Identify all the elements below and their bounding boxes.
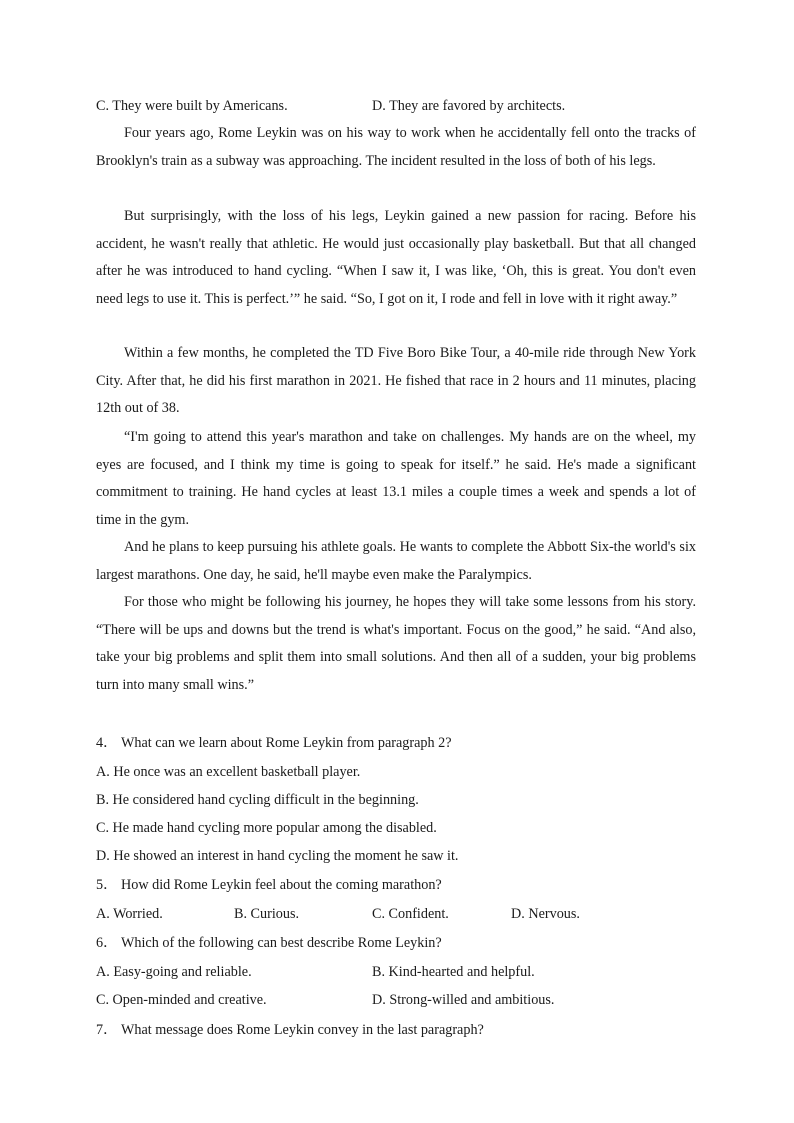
question-text: What can we learn about Rome Leykin from paragraph 2?	[121, 735, 452, 751]
question-5-option-c[interactable]: C. Confident.	[372, 906, 449, 922]
question-6-option-b[interactable]: B. Kind-hearted and helpful.	[372, 964, 535, 980]
question-6-option-d[interactable]: D. Strong-willed and ambitious.	[372, 992, 555, 1008]
question-5-option-b[interactable]: B. Curious.	[234, 906, 300, 922]
question-number: 4．	[96, 735, 118, 751]
question-4-option-d[interactable]: D. He showed an interest in hand cycling the moment he saw it.	[96, 848, 459, 864]
passage-paragraph-4: “I'm going to attend this year's marathon and take on challenges. My hands are on the wheel, my eyes are focused, and I think my time is going to speak for itself.” he said. He's made a significant commitment to training. He hand cycles at least 13.1 miles a couple times a week and spends a lot of time in the gym.	[96, 429, 696, 528]
passage-paragraph-2: But surprisingly, with the loss of his legs, Leykin gained a new passion for racing. Before his accident, he wasn't really that athletic. He would just occasionally play basketball. But that all changed after he was introduced to hand cycling. “When I saw it, I was like, ‘Oh, this is great. You don't even need legs to use it. This is perfect.’” he said. “So, I got on it, I rode and fell in love with it right away.”	[96, 208, 696, 307]
question-6-option-a[interactable]: A. Easy-going and reliable.	[96, 964, 252, 980]
question-5-option-d[interactable]: D. Nervous.	[511, 906, 580, 922]
question-4-option-a[interactable]: A. He once was an excellent basketball player.	[96, 764, 361, 780]
question-6-stem	[96, 935, 442, 951]
passage-paragraph-6: For those who might be following his journey, he hopes they will take some lessons from his story. “There will be ups and downs but the trend is what's important. Focus on the good,” he said. “And also, take your big problems and split them into small solutions. And then all of a sudden, your big problems turn into many small wins.”	[96, 594, 696, 693]
question-text: Which of the following can best describe Rome Leykin?	[121, 935, 442, 951]
question-number: 6．	[96, 935, 118, 951]
question-7-stem	[96, 1022, 484, 1038]
prev-option-d: D. They are favored by architects.	[372, 98, 566, 114]
question-5-option-a[interactable]: A. Worried.	[96, 906, 163, 922]
passage-paragraph-3: Within a few months, he completed the TD Five Boro Bike Tour, a 40-mile ride through New York City. After that, he did his first marathon in 2021. He fished that race in 2 hours and 11 minutes, placing 12th out of 38.	[96, 345, 696, 417]
question-number: 7．	[96, 1022, 118, 1038]
passage-paragraph-5: And he plans to keep pursuing his athlete goals. He wants to complete the Abbott Six-the world's six largest marathons. One day, he said, he'll maybe even make the Paralympics.	[96, 539, 696, 583]
prev-option-c: C. They were built by Americans.	[96, 98, 288, 114]
question-number: 5．	[96, 877, 118, 893]
question-4-option-c[interactable]: C. He made hand cycling more popular among the disabled.	[96, 820, 437, 836]
question-6-option-c[interactable]: C. Open-minded and creative.	[96, 992, 267, 1008]
question-4-stem	[96, 735, 452, 751]
question-5-stem	[96, 877, 442, 893]
question-text: How did Rome Leykin feel about the coming marathon?	[121, 877, 442, 893]
question-4-option-b[interactable]: B. He considered hand cycling difficult in the beginning.	[96, 792, 419, 808]
passage-paragraph-1: Four years ago, Rome Leykin was on his way to work when he accidentally fell onto the tracks of Brooklyn's train as a subway was approaching. The incident resulted in the loss of both of his legs.	[96, 125, 696, 169]
question-text: What message does Rome Leykin convey in the last paragraph?	[121, 1022, 484, 1038]
